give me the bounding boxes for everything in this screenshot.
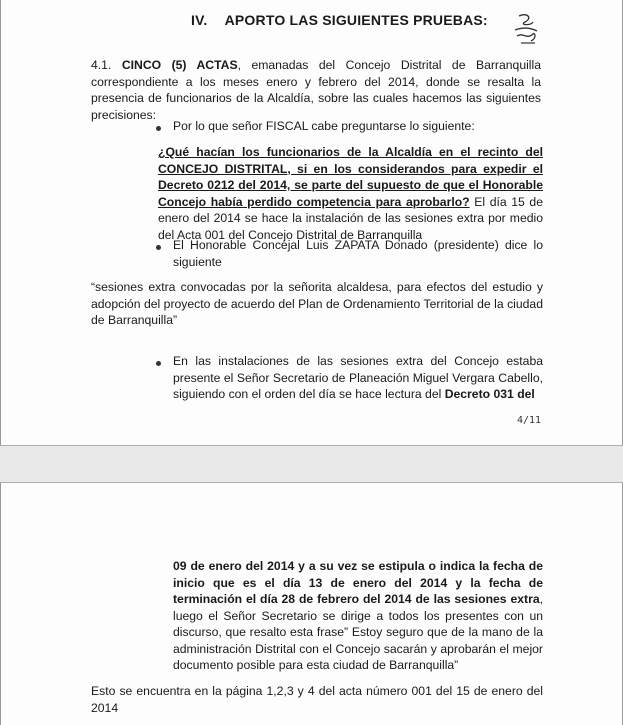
bullet-zapata: El Honorable Concejal Luis ZAPATA Donado (presidente) dice lo siguiente	[173, 238, 543, 269]
paragraph-text: , emanadas del Concejo Distrital de Barranquilla correspondiente a los meses enero y febrero del 2014, donde se resalta la presencia de funcionarios de la Alcaldía, sobre las cuales hacemos las siguientes precisiones:	[91, 58, 542, 122]
signature-mark	[511, 10, 541, 48]
question-paragraph	[158, 144, 543, 243]
question-text: ¿Qué hacían los funcionarios de la Alcaldía en el recinto del CONCEJO DISTRITAL, si en los considerandos para expedir el Decreto 0212 del 2014, se parte del supuesto de que el Honorable Concejo había perdido competencia para aprobarlo?	[158, 145, 543, 209]
discurso-text: , luego el Señor Secretario se dirige a todos los presentes con un discurso, que resalto esta frase” Estoy seguro que de la mano de la administración Distrital con el Concejo sacarán y aprobarán el mejor documento posible para esta ciudad de Barranquilla”	[173, 592, 543, 672]
actas-bold: CINCO (5) ACTAS	[121, 58, 238, 72]
bullet-fiscal: Por lo que señor FISCAL cabe preguntarse lo siguiente:	[173, 119, 475, 133]
paragraph-4-1	[91, 57, 541, 123]
page-separator	[0, 446, 623, 482]
section-title: APORTO LAS SIGUIENTES PRUEBAS:	[224, 12, 488, 28]
quote-sesiones-extra: “sesiones extra convocadas por la señorita alcaldesa, para efectos del estudio y adopción del proyecto de acuerdo del Plan de Ordenamiento Territorial de la ciudad de Barranquilla”	[91, 280, 543, 327]
bullet-icon	[156, 245, 161, 250]
paragraph-number: 4.1.	[91, 58, 122, 72]
section-number: IV.	[191, 12, 208, 28]
bullet-icon	[156, 126, 161, 131]
section-heading	[191, 12, 488, 28]
continuation-paragraph	[173, 558, 543, 674]
document-page-5	[0, 482, 623, 725]
bullet-secretario	[173, 353, 543, 403]
secretario-text: En las instalaciones de las sesiones extra del Concejo estaba presente el Señor Secretario de Planeación Miguel Vergara Cabello, siguiendo con el orden del día se hace lectura del	[173, 354, 543, 401]
dates-bold-text: 09 de enero del 2014 y a su vez se estipula o indica la fecha de inicio que es el día 13 de enero del 2014 y la fecha de terminación el día 28 de febrero del 2014 de las sesiones extra	[173, 559, 543, 606]
decreto-031-bold: Decreto 031 del	[444, 387, 535, 401]
page-number: 4/11	[517, 415, 542, 426]
final-paragraph: Esto se encuentra en la página 1,2,3 y 4 del acta número 001 del 15 de enero del 2014	[91, 684, 543, 715]
bullet-icon	[156, 361, 161, 366]
acta-001-text: El día 15 de enero del 2014 se hace la instalación de las sesiones extra por medio del Acta 001 del Concejo Distrital de Barranquilla	[158, 194, 543, 242]
